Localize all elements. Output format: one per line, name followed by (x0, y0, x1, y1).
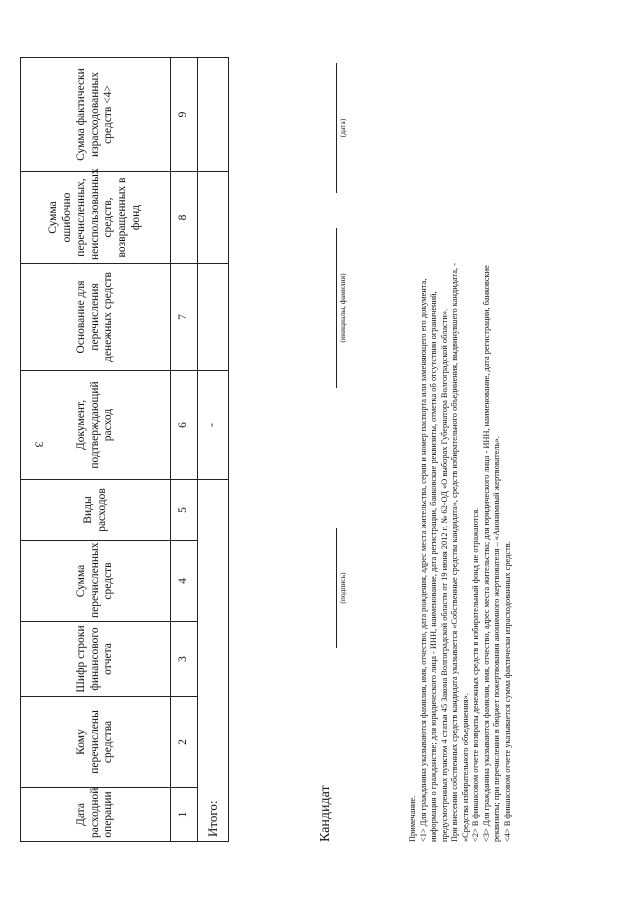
header-cell: Сумма перечисленных средств (21, 541, 171, 622)
column-number: 4 (171, 541, 198, 622)
column-number: 5 (171, 480, 198, 541)
column-number-row (171, 58, 198, 842)
note-line: При внесении собственных средств кандидата указывается «Собственные средства кандидата», средств избирательного объединения, выдвинувшего кандидата, - (450, 263, 459, 842)
page-number: 3 (32, 441, 47, 448)
column-number: 3 (171, 622, 198, 697)
note-line: информация о гражданстве; для юридического лица - ИНН, наименование, дата регистрации, банковские реквизиты, отметка об отсутствии ограничений, (429, 291, 438, 842)
column-number: 8 (171, 172, 198, 264)
column-number: 6 (171, 371, 198, 480)
date-line (336, 63, 337, 193)
header-cell: Шифр строки финансового отчета (21, 622, 171, 697)
note-line: <3> Для гражданина указываются фамилия, имя, отчество, адрес места жительства; для юридического лица - ИНН, наименование, дата регистрации, банковские (481, 265, 491, 842)
name-caption: (инициалы, фамилия) (338, 273, 347, 343)
rotated-page-content (20, 28, 600, 858)
header-cell: Дата расходной операции (21, 788, 171, 842)
note-line: <4> В финансовом отчете указывается сумма фактически израсходованных средств. (502, 541, 512, 842)
column-number: 9 (171, 58, 198, 172)
signature-caption: (подпись) (338, 572, 347, 604)
column-number: 1 (171, 788, 198, 842)
note-line: «Средства избирательного объединения». (460, 693, 470, 842)
column-number: 2 (171, 697, 198, 788)
note-line: <2> В финансовом отчете возвраты денежных средств в избирательный фонд не отражаются. (471, 507, 480, 842)
header-cell: Документ, подтверждающий расход (21, 371, 171, 480)
header-cell: Виды расходов (21, 480, 171, 541)
total-empty-cell (198, 264, 229, 371)
header-cell: Кому перечислены средства (21, 697, 171, 788)
total-label: Итого: (198, 480, 229, 842)
notes-section (408, 42, 513, 842)
header-cell: Основание для перечисления денежных средств (21, 264, 171, 371)
note-line: <1> Для гражданина указываются фамилия, имя, отчество, дата рождения, адрес места жительства, серия и номер паспорта или заменяющего его документа, (418, 278, 428, 842)
name-line (336, 228, 337, 388)
total-empty-cell (198, 58, 229, 172)
header-cell: Сумма ошибочно перечисленных, неиспользованных средств, возвращенных в фонд (21, 172, 171, 264)
total-value: - (198, 371, 229, 480)
note-line: предусмотренных пунктом 4 статьи 45 Закона Волгоградской области от 19 июня 2012 г. № 62-ОД «О выборах Губернатора Волгоградской области». (439, 308, 449, 842)
expenses-table (20, 57, 229, 842)
signature-line (336, 528, 337, 648)
column-number: 7 (171, 264, 198, 371)
header-cell: Сумма фактически израсходованных средств <4> (21, 58, 171, 172)
date-caption: (дата) (338, 118, 347, 138)
notes-title: Примечание. (408, 795, 417, 842)
total-row (198, 58, 229, 842)
table-header-row (21, 58, 171, 842)
total-empty-cell (198, 172, 229, 264)
note-line: реквизиты; при перечислении в бюджет пожертвования анонимного жертвователя – «Анонимный жертвователь». (492, 436, 501, 842)
candidate-label: Кандидат (318, 785, 333, 842)
